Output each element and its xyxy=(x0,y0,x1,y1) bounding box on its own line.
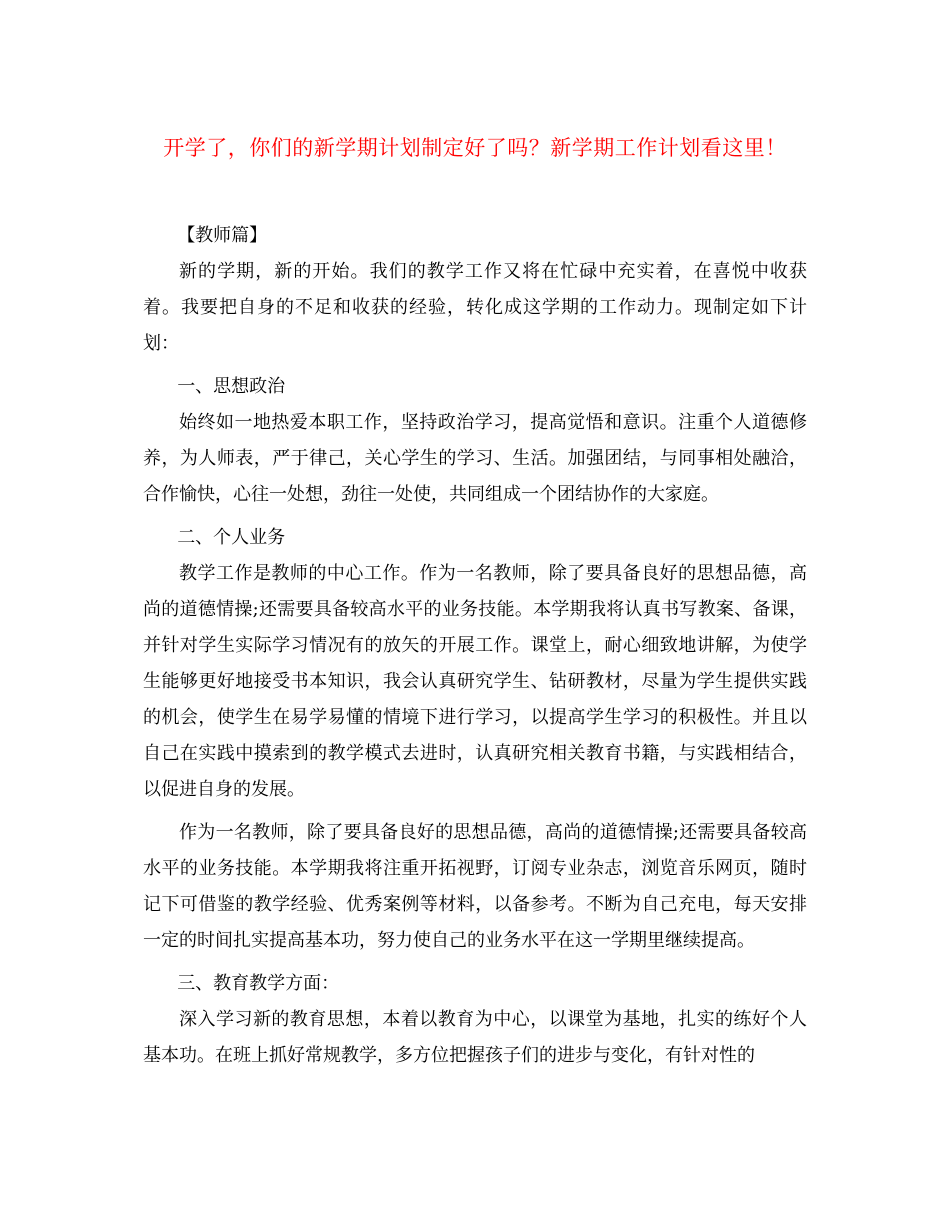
intro-paragraph: 新的学期，新的开始。我们的教学工作又将在忙碌中充实着，在喜悦中收获着。我要把自身的不足和收获的经验，转化成这学期的工作动力。现制定如下计划： xyxy=(143,261,807,354)
heading-personal-work: 二、个人业务 xyxy=(177,527,286,548)
paragraph-personal-work-2: 作为一名教师，除了要具备良好的思想品德，高尚的道德情操;还需要具备较高水平的业务技能。本学期我将注重开拓视野，订阅专业杂志，浏览音乐网页，随时记下可借鉴的教学经验、优秀案例等材料，以备参考。不断为自己充电，每天安排一定的时间扎实提高基本功，努力使自己的业务水平在这一学期里继续提高。 xyxy=(143,822,807,951)
section-label: 【教师篇】 xyxy=(177,225,268,246)
document-body xyxy=(143,218,807,1081)
paragraph-personal-work-1: 教学工作是教师的中心工作。作为一名教师，除了要具备良好的思想品德，高尚的道德情操;还需要具备较高水平的业务技能。本学期我将认真书写教案、备课，并针对学生实际学习情况有的放矢的开展工作。课堂上，耐心细致地讲解，为使学生能够更好地接受书本知识，我会认真研究学生、钻研教材，尽量为学生提供实践的机会，使学生在易学易懂的情境下进行学习，以提高学生学习的积极性。并且以自己在实践中摸索到的教学模式去进时，认真研究相关教育书籍，与实践相结合，以促进自身的发展。 xyxy=(143,563,807,800)
paragraph-teaching: 深入学习新的教育思想，本着以教育为中心，以课堂为基地，扎实的练好个人基本功。在班上抓好常规教学，多方位把握孩子们的进步与变化，有针对性的 xyxy=(143,1009,807,1066)
heading-teaching: 三、教育教学方面： xyxy=(177,973,340,994)
heading-ideology: 一、思想政治 xyxy=(177,376,286,397)
document-title: 开学了，你们的新学期计划制定好了吗？新学期工作计划看这里！ xyxy=(163,136,787,160)
paragraph-ideology: 始终如一地热爱本职工作，坚持政治学习，提高觉悟和意识。注重个人道德修养，为人师表，严于律己，关心学生的学习、生活。加强团结，与同事相处融洽，合作愉快，心往一处想，劲往一处使，共同组成一个团结协作的大家庭。 xyxy=(143,412,807,505)
